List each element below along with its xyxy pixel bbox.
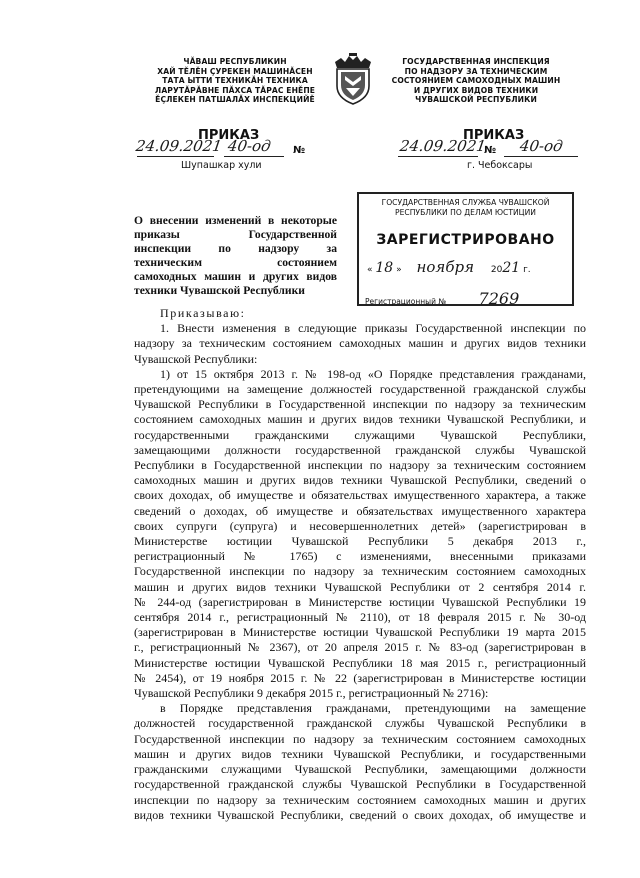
header-left-line: ТАТА ЫТТИ ТЕХНИКĂН ТЕХНИКА [162,76,308,86]
document-body [134,306,586,823]
header-right-line: СОСТОЯНИЕМ САМОХОДНЫХ МАШИН [391,76,561,86]
order-date-underline-right [398,156,478,157]
body-line: машин и других видов техники Чувашской Республики от 2 сентября 2014 г. [134,579,586,594]
body-line: Чувашской Республики 9 декабря 2015 г., регистрационный № 2716): [134,686,489,701]
order-number-right-handwritten: 40-од [518,137,564,155]
body-line: (зарегистрирован в Министерстве юстиции Чувашской Республики 19 марта 2015 [134,625,586,640]
stamp-day-handwritten: 18 [375,260,394,276]
body-line: 1) от 15 октября 2013 г. № 198-од «О Порядке представления гражданами, [160,366,586,381]
stamp-registered-label: ЗАРЕГИСТРИРОВАНО [376,232,555,248]
title-line: техники Чувашской Республики [134,284,305,298]
body-line: государственной гражданской службы Чувашской Республики в Государственной [134,777,586,792]
title-line: О внесении изменений в некоторые [134,214,337,227]
title-line: инспекции по надзору за [134,242,337,256]
body-line: № 244-од (зарегистрирован в Министерстве юстиции Чувашской Республики 19 [134,594,586,609]
registration-stamp [357,192,574,306]
body-line: регистрационный № 1765) с изменениями, внесенными приказами [134,549,586,564]
header-right-line: ПО НАДЗОРУ ЗА ТЕХНИЧЕСКИМ [404,66,548,76]
stamp-year-prefix: 20 [490,265,503,275]
stamp-authority-line: ГОСУДАРСТВЕННАЯ СЛУЖБА ЧУВАШСКОЙ [381,198,550,207]
body-line: Министерстве юстиции Чувашской Республики 18 мая 2015 г., регистрационный [134,655,586,670]
body-line: Республики в Государственной инспекции по надзору за техническим состоянием [134,458,586,473]
order-place-left: Шупашкар хули [181,160,262,171]
stamp-year-suffix: г. [523,265,531,275]
body-line: претендующими на замещение должностей государственной гражданской службы [134,382,586,397]
body-line: гражданскими служащими Чувашской Республики, замещающими должности [134,762,586,777]
body-line: должностей государственной гражданской службы Чувашской Республики в [134,716,586,731]
body-line: видов техники Чувашской Республики, сведений о своих доходах, об имуществе и [134,807,586,822]
order-word-left: ПРИКАЗ [198,128,260,143]
header-left-line: ХАЙ ТĔЛĔН ÇУРЕКЕН МАШИНĂСЕН [157,66,313,76]
body-line: Государственной инспекции по надзору за техническим состоянием самоходных [134,731,586,746]
order-no-sign-right: № [484,145,497,156]
order-place-right: г. Чебоксары [467,160,533,171]
order-number-underline-left [224,156,284,157]
order-word-right: ПРИКАЗ [463,128,525,143]
body-line: Министерстве юстиции Чувашской Республики 5 декабря 2013 г., [134,534,586,549]
stamp-quote-close: » [396,265,402,275]
stamp-month-handwritten: ноября [416,258,475,276]
document-title [134,214,337,299]
stamp-authority [359,198,572,218]
order-no-sign-left: № [293,145,306,156]
order-date-right-handwritten: 24.09.2021 [398,137,488,155]
stamp-regno-handwritten: 7269 [478,289,520,308]
header-left-line: ЛАРУТĂРĂВНЕ ПĂХСА ТĂРАС ЕНĔПЕ [154,85,316,95]
body-line: Чувашской Республики в Государственной инспекции по надзору за техническим [134,397,586,412]
header-right-line: ГОСУДАРСТВЕННАЯ ИНСПЕКЦИЯ [402,57,550,66]
body-line: сведений о доходах, об имуществе и обязательствах имущественного характера [134,503,586,518]
body-line: своих доходах, об имуществе и обязательствах имущественного характера, а также [134,488,586,503]
body-line: 1. Внести изменения в следующие приказы Государственной инспекции по [160,321,586,336]
order-date-underline-left [137,156,214,157]
body-line: замещающими должности государственной гражданской службы Чувашской [134,442,586,457]
body-line: машин и других видов техники Чувашской Республики, и государственными [134,746,586,761]
body-line: своих супруги (супруга) и несовершеннолетних детей» (зарегистрирован в [134,518,586,533]
body-line: надзору за техническим состоянием самоходных машин и других видов техники [134,336,586,351]
title-line: самоходных машин и других видов [134,270,337,284]
header-left-line: ĔÇЛЕКЕН ПАТШАЛĂХ ИНСПЕКЦИЙĔ [155,95,315,105]
body-line: Чувашской Республики: [134,351,258,366]
stamp-regno-label: Регистрационный № [365,297,447,306]
stamp-date [367,258,567,276]
title-line: приказы Государственной [134,228,337,242]
body-line: самоходных машин и других видов техники Чувашской Республики, сведений о [134,473,586,488]
stamp-year-handwritten: 21 [502,260,521,276]
body-line: Приказываю: [160,306,246,320]
header-left-line: ЧĂВАШ РЕСПУБЛИКИН [183,57,287,66]
body-line: государственными гражданскими служащими Чувашской Республики, [134,427,586,442]
header-right-line: ЧУВАШСКОЙ РЕСПУБЛИКИ [415,95,537,105]
order-number-left-handwritten: 40-од [226,137,272,155]
order-number-underline-right [504,156,578,157]
body-line: инспекции по надзору за техническим состоянием самоходных машин и других [134,792,586,807]
chuvash-emblem-icon [331,52,375,106]
header-left-chuvash [140,57,330,105]
header-right-russian [376,57,576,105]
title-line: техническим состоянием [134,256,337,270]
body-line: г., регистрационный № 2367), от 20 апреля 2015 г. № 83-од (зарегистрирован в [134,640,586,655]
body-line: сентября 2014 г., регистрационный № 2110), от 18 февраля 2015 г. № 30-од [134,610,586,625]
header-right-line: И ДРУГИХ ВИДОВ ТЕХНИКИ [413,85,539,95]
body-line: состоянием самоходных машин и других видов техники Чувашской Республики, и [134,412,586,427]
stamp-quote-open: « [367,265,373,275]
body-line: в Порядке представления гражданами, претендующими на замещение [160,701,586,716]
stamp-authority-line: РЕСПУБЛИКИ ПО ДЕЛАМ ЮСТИЦИИ [395,208,536,217]
order-date-left-handwritten: 24.09.2021 [134,137,224,155]
body-line: Государственной инспекции по надзору за техническим состоянием самоходных [134,564,586,579]
body-line: № 2454), от 19 ноября 2015 г. № 22 (зарегистрирован в Министерстве юстиции [134,670,586,685]
